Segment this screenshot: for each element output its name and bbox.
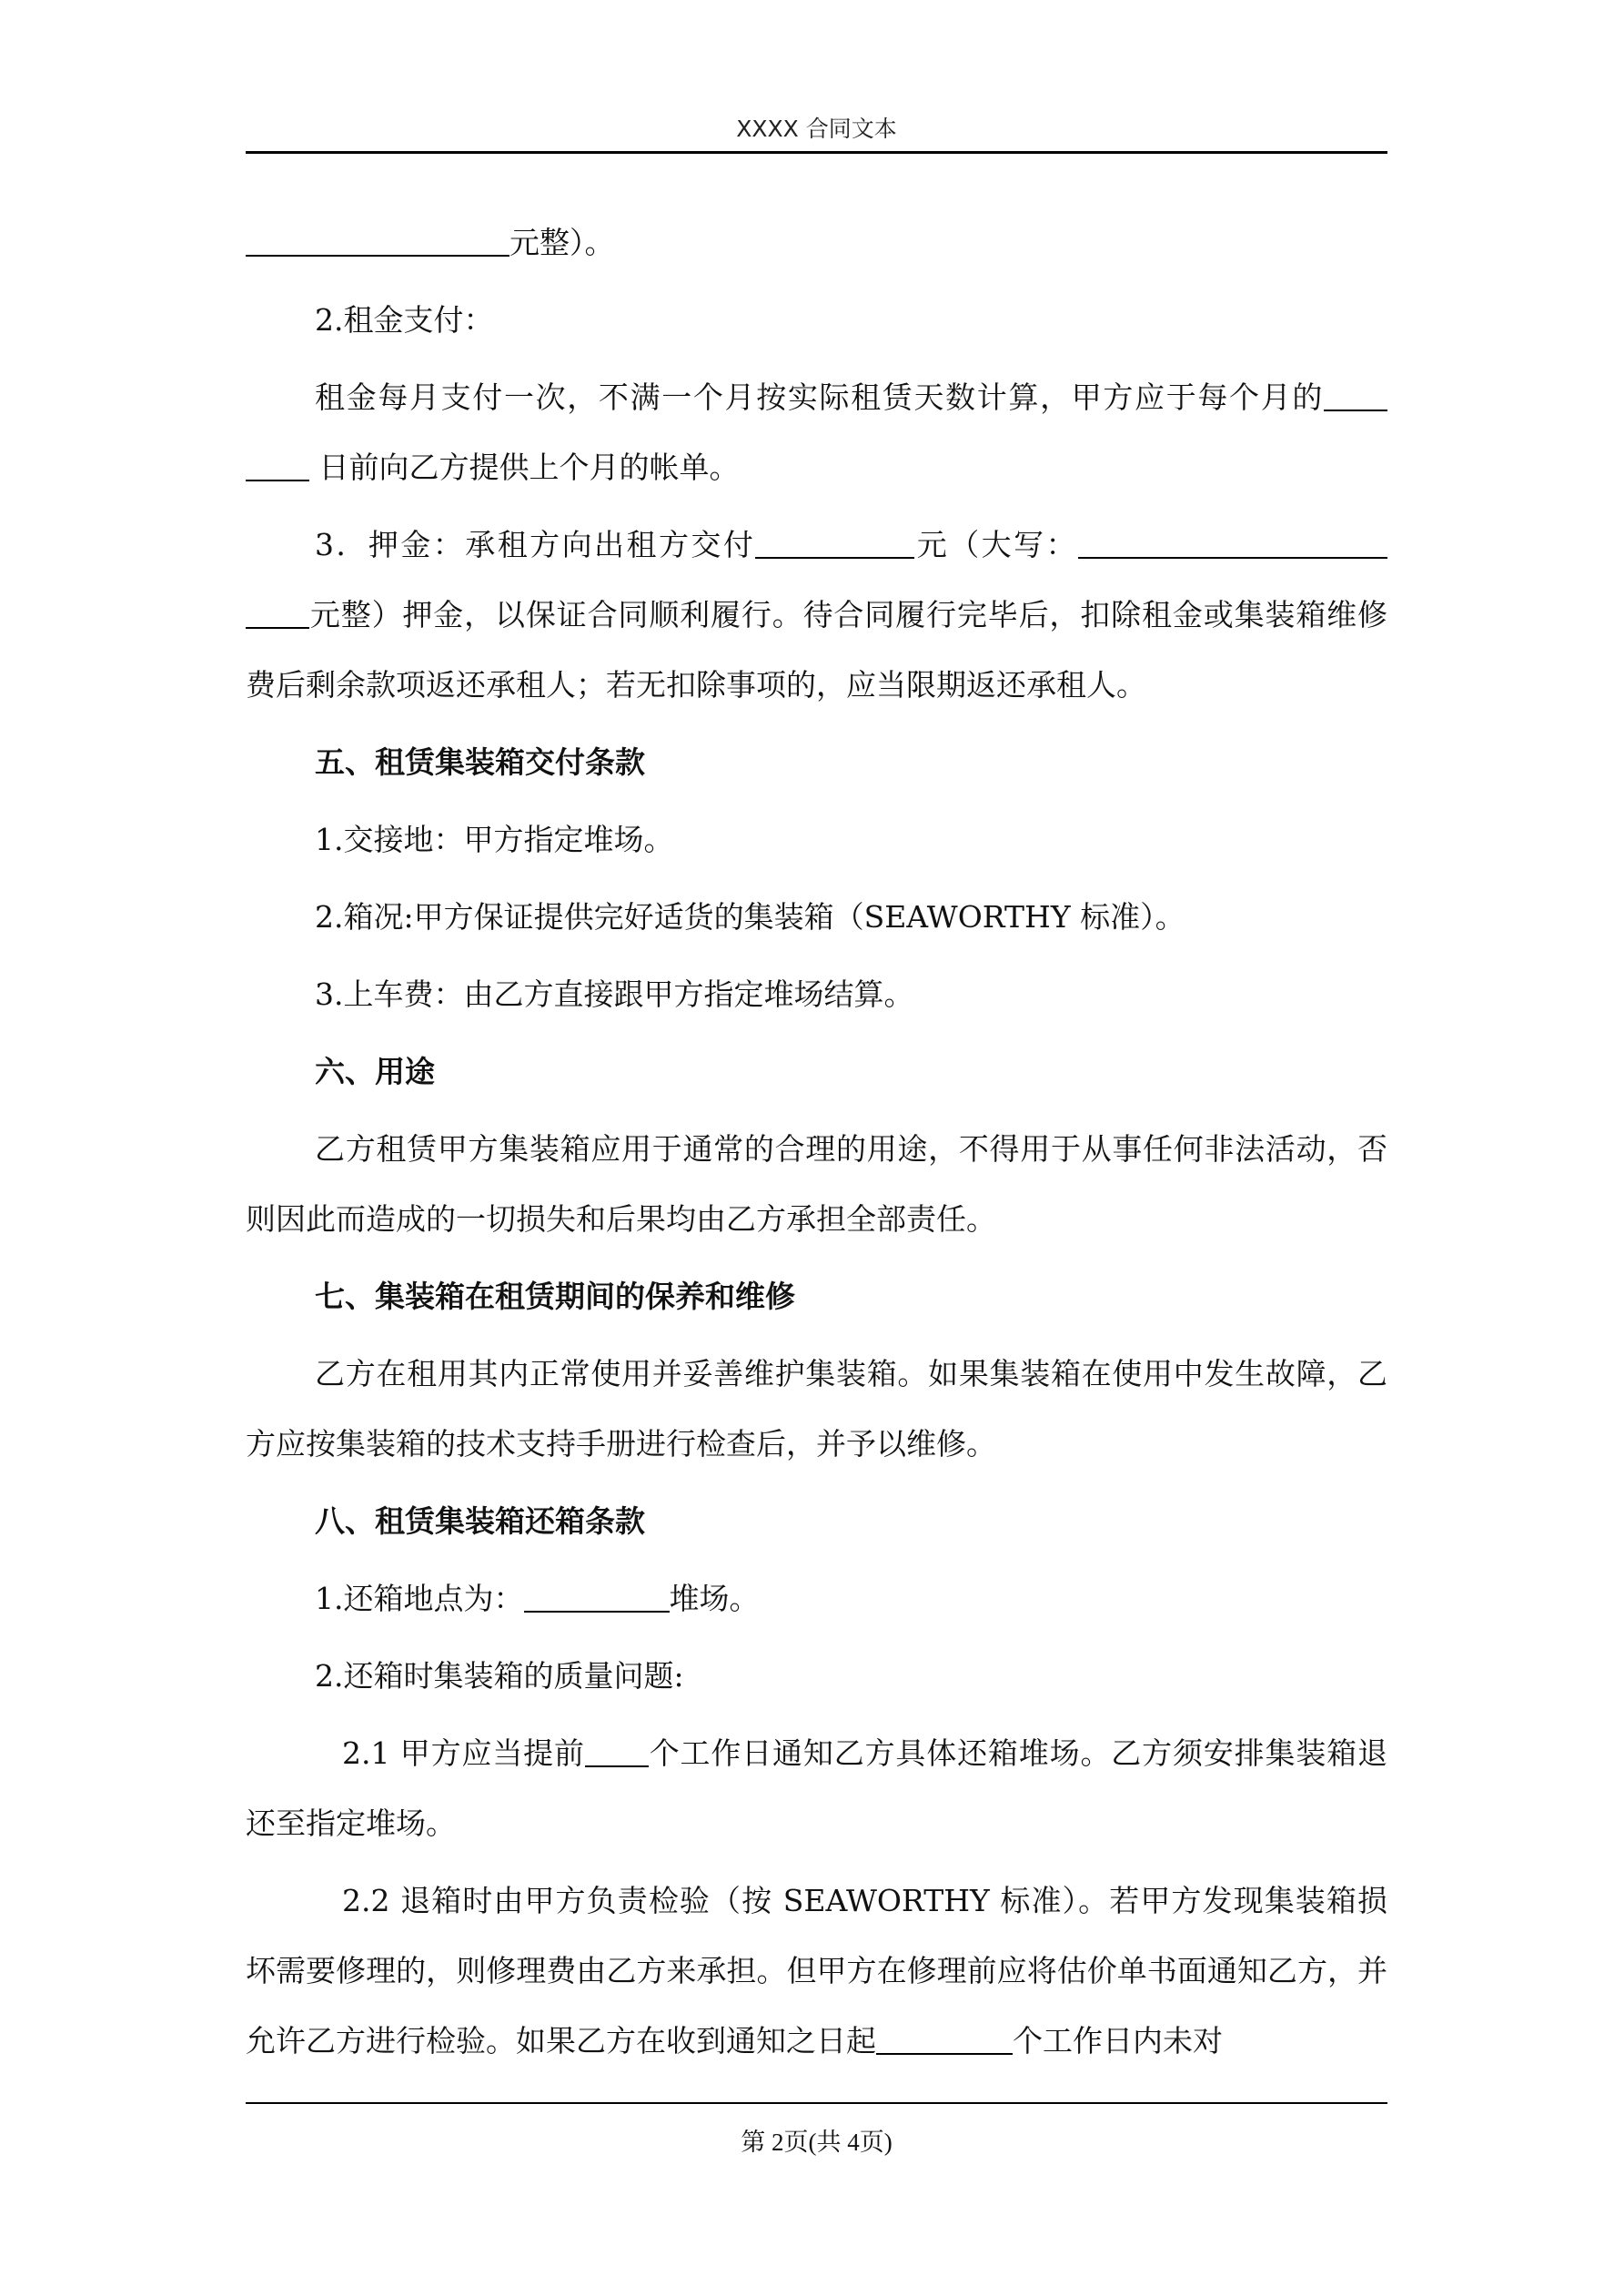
clause-8-2-1 <box>246 1718 1387 1858</box>
clause-6: 乙方租赁甲方集装箱应用于通常的合理的用途，不得用于从事任何非法活动，否则因此而造成的一切损失和后果均由乙方承担全部责任。 <box>246 1131 1387 1237</box>
header-rule <box>246 151 1387 154</box>
text: 个工作日内未对 <box>1013 2023 1223 2058</box>
text: 1.还箱地点为： <box>315 1581 524 1616</box>
blank-field[interactable] <box>246 596 309 629</box>
blank-field[interactable] <box>1324 379 1387 411</box>
blank-field[interactable] <box>524 1580 670 1613</box>
clause-8-2: 2.还箱时集装箱的质量问题: <box>315 1658 684 1694</box>
clause-rent-payment-title: 2.租金支付： <box>315 302 494 338</box>
text: 个工作日通知乙方具体还箱堆场。乙方须安排集装箱退还至指定堆场。 <box>246 1735 1388 1841</box>
text: 2.2 退箱时由甲方负责检验（按 SEAWORTHY 标准）。若甲方发现集装箱损坏需要修理的，则修理费由乙方来承担。但甲方在修理前应将估价单书面通知乙方，并允许乙方进行检验。如果乙方在收到通知之日起 <box>246 1883 1387 2058</box>
blank-field[interactable] <box>1078 526 1387 559</box>
clause-5-2: 2.箱况:甲方保证提供完好适货的集装箱（SEAWORTHY 标准）。 <box>315 899 1185 935</box>
text: 元整）押金，以保证合同顺利履行。待合同履行完毕后，扣除租金或集装箱维修费后剩余款项返还承租人；若无扣除事项的，应当限期返还承租人。 <box>246 597 1387 703</box>
text: 元（大写： <box>914 527 1078 562</box>
blank-field[interactable] <box>246 449 309 481</box>
clause-rent-payment <box>246 362 1387 502</box>
text: 日前向乙方提供上个月的帐单。 <box>318 450 740 485</box>
clause-5-3: 3.上车费：由乙方直接跟甲方指定堆场结算。 <box>315 976 914 1012</box>
clause-5-1: 1.交接地：甲方指定堆场。 <box>315 822 674 857</box>
document-body <box>246 207 1387 2083</box>
text: 2.1 甲方应当提前 <box>342 1735 585 1771</box>
clause-8-2-2 <box>246 1866 1387 2076</box>
page-number: 第 2页(共 4页) <box>741 2129 893 2156</box>
text: 元整）。 <box>509 225 615 260</box>
section-heading-7: 七、集装箱在租赁期间的保养和维修 <box>315 1279 795 1314</box>
text: 堆场。 <box>669 1581 760 1616</box>
paragraph-amount-tail <box>246 207 1387 278</box>
clause-8-1 <box>246 1563 1387 1633</box>
section-heading-6: 六、用途 <box>315 1054 435 1089</box>
blank-field[interactable] <box>585 1735 649 1767</box>
footer-rule <box>246 2102 1387 2104</box>
text: 租金每月支付一次，不满一个月按实际租赁天数计算，甲方应于每个月的 <box>315 379 1324 415</box>
blank-field[interactable] <box>755 526 914 559</box>
text: 3．押金：承租方向出租方交付 <box>315 527 756 562</box>
section-heading-5: 五、租赁集装箱交付条款 <box>315 744 645 780</box>
page-header: XXXX 合同文本 <box>736 116 897 142</box>
section-heading-8: 八、租赁集装箱还箱条款 <box>315 1503 645 1539</box>
clause-deposit <box>246 510 1387 720</box>
blank-field[interactable] <box>876 2022 1013 2055</box>
blank-field[interactable] <box>246 224 509 257</box>
clause-7: 乙方在租用其内正常使用并妥善维护集装箱。如果集装箱在使用中发生故障，乙方应按集装箱的技术支持手册进行检查后，并予以维修。 <box>246 1356 1387 1462</box>
